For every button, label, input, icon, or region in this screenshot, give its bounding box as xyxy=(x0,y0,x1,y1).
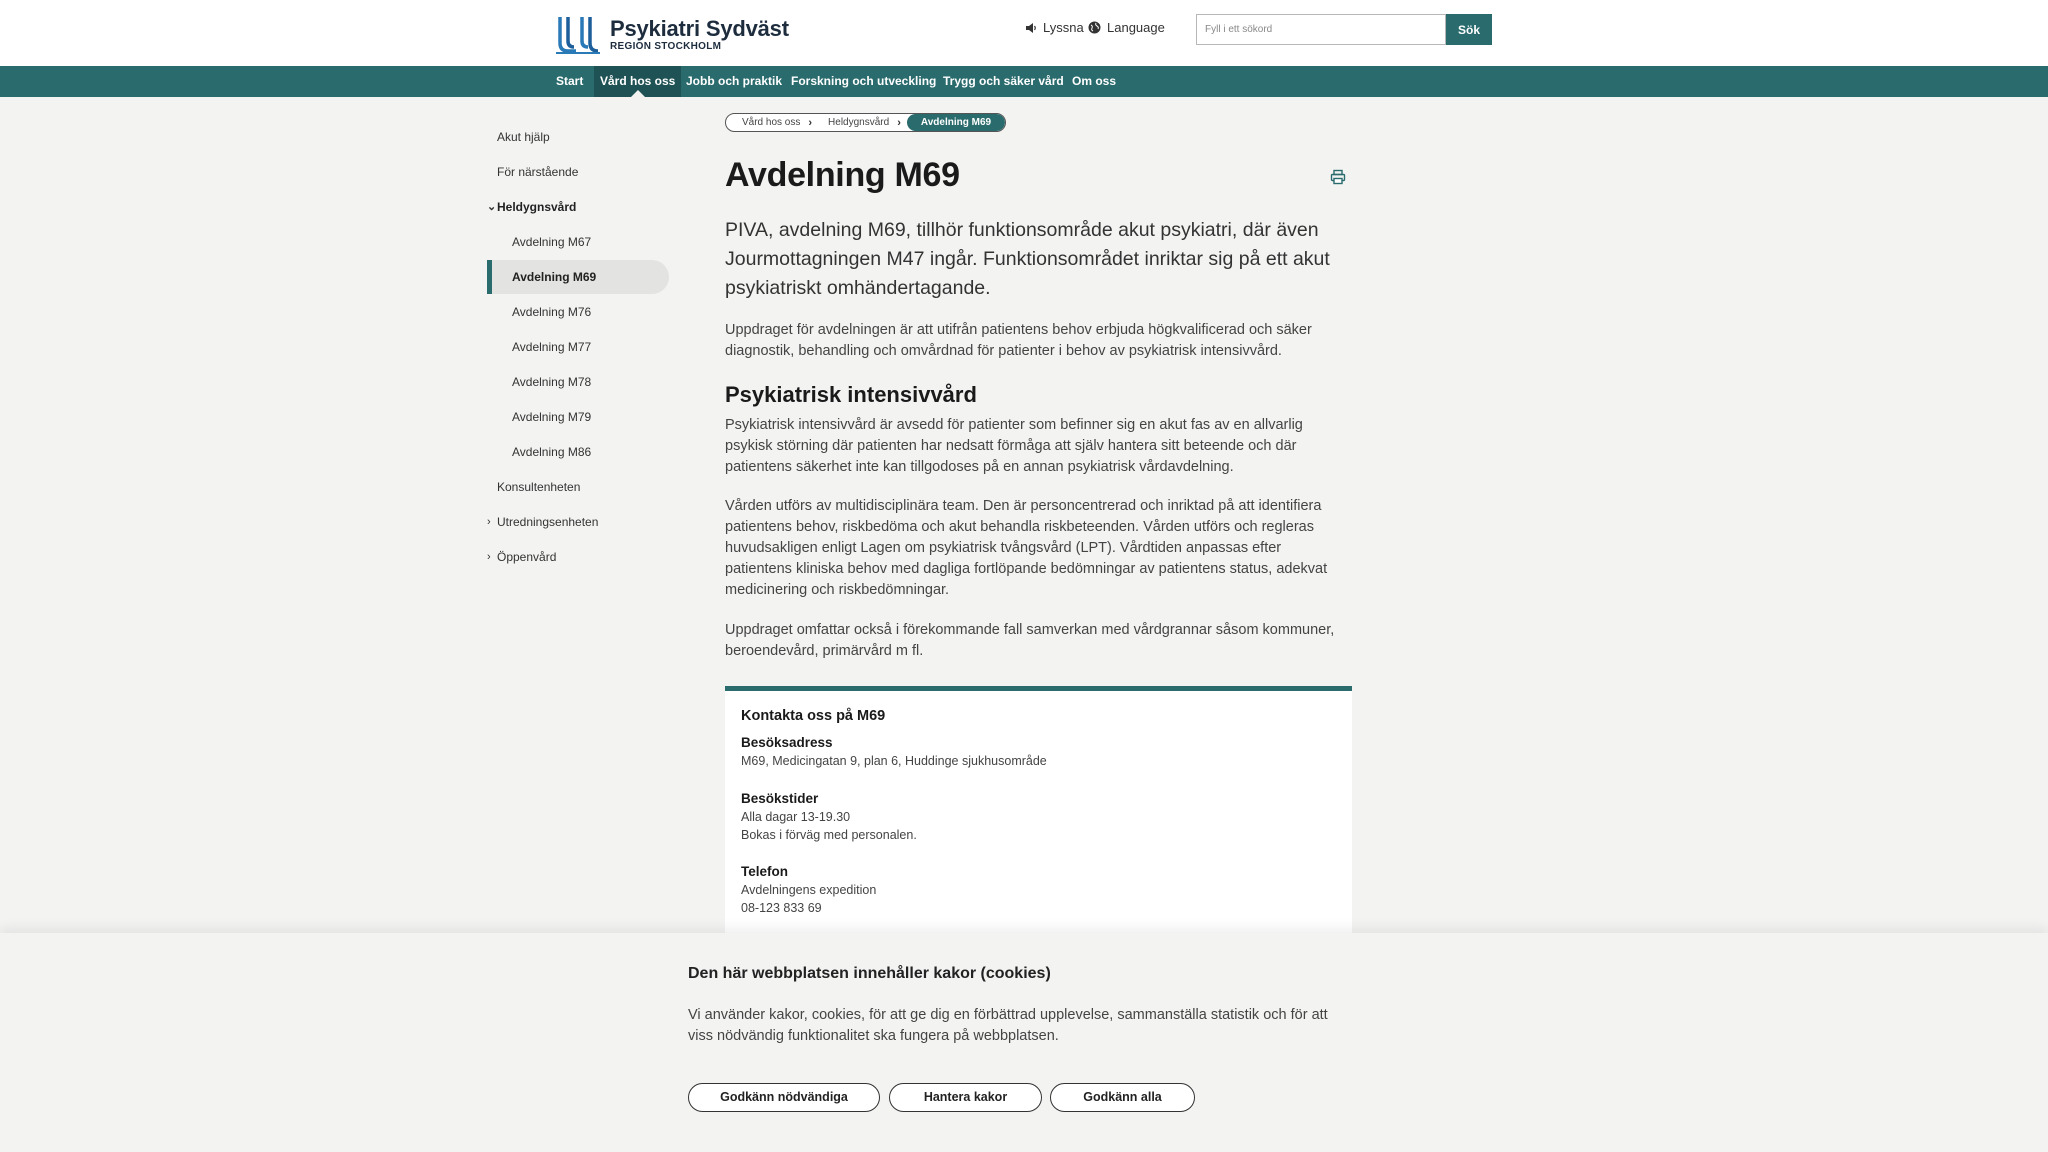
manage-cookies-button[interactable]: Hantera kakor xyxy=(889,1083,1042,1112)
visiting-hours-value: Alla dagar 13-19.30 xyxy=(741,810,851,824)
breadcrumb-item-vard-hos-oss[interactable] xyxy=(726,114,822,131)
address-value: M69, Medicingatan 9, plan 6, Huddinge sjukhusområde xyxy=(741,754,1047,768)
sidebar-item-label: Avdelning M76 xyxy=(512,305,592,319)
cookie-banner xyxy=(0,933,2048,1152)
visiting-hours-note: Bokas i förväg med personalen. xyxy=(741,828,917,842)
sidebar-item-utredningsenheten[interactable] xyxy=(487,505,669,539)
sidebar-item-label: Avdelning M67 xyxy=(512,235,592,249)
language-link[interactable] xyxy=(1088,20,1165,35)
breadcrumb-current: Avdelning M69 xyxy=(907,114,1005,131)
cookie-text: Vi använder kakor, cookies, för att ge dig en förbättrad upplevelse, sammanställa statistik och för att viss nödvändig funktionalitet ska fungera på webbplatsen. xyxy=(688,1007,1328,1044)
breadcrumb-pill xyxy=(725,113,1006,132)
speaker-icon xyxy=(1025,22,1037,34)
sidebar-item-heldygnsvard[interactable] xyxy=(487,190,669,224)
phone-description: Avdelningens expedition xyxy=(741,883,877,897)
sidebar-item-label: Utredningsenheten xyxy=(497,515,599,529)
body-paragraph: Uppdraget omfattar också i förekommande fall samverkan med vårdgrannar såsom kommuner, beroendevård, primärvård m fl. xyxy=(725,622,1335,659)
nav-item-trygg-och-saker-vard[interactable]: Trygg och säker vård xyxy=(943,74,1064,88)
sidebar-item-for-narstaende[interactable] xyxy=(487,155,669,189)
sidebar-item-label: Heldygnsvård xyxy=(497,200,577,214)
nav-item-vard-hos-oss[interactable]: Vård hos oss xyxy=(594,66,681,97)
chevron-right-icon: › xyxy=(808,116,813,129)
breadcrumb-label: Heldygnsvård xyxy=(828,117,890,128)
cookie-title: Den här webbplatsen innehåller kakor (cookies) xyxy=(688,965,1051,982)
sidebar-item-label: Öppenvård xyxy=(497,550,557,564)
nav-item-start[interactable]: Start xyxy=(556,74,584,88)
sidebar-item-label: Konsultenheten xyxy=(497,480,581,494)
sidebar-item-avdelning-m76[interactable] xyxy=(487,295,669,329)
sidebar-item-label: Akut hjälp xyxy=(497,130,550,144)
sidebar-item-akut-hjalp[interactable] xyxy=(487,120,669,154)
sidebar-item-label: Avdelning M86 xyxy=(512,445,592,459)
chevron-right-icon[interactable]: › xyxy=(487,551,491,563)
sidebar-item-avdelning-m86[interactable] xyxy=(487,435,669,469)
breadcrumb-label: Vård hos oss xyxy=(742,117,801,128)
breadcrumb xyxy=(725,113,1006,132)
sidebar-item-avdelning-m79[interactable] xyxy=(487,400,669,434)
body-paragraph: Vården utförs av multidisciplinära team. Den är personcentrerad och inriktad på att identifiera patientens behov, riskbedöma och akut behandla riskbeteenden. Vården utförs och regleras huvudsakligen enligt Lagen om psykiatrisk tvångsvård (LPT). Vårdtiden anpassas efter patientens kliniska behov med dagliga fortlöpande bedömningar av patientens status, adekvat medicinering och riskbedömningar. xyxy=(725,498,1328,598)
chevron-right-icon[interactable]: › xyxy=(487,516,491,528)
contact-title: Kontakta oss på M69 xyxy=(741,708,886,724)
sidebar-item-oppenvard[interactable] xyxy=(487,540,669,574)
search-input[interactable] xyxy=(1196,14,1446,45)
sidebar-item-label: För närstående xyxy=(497,165,579,179)
section-heading: Psykiatrisk intensivvård xyxy=(725,382,977,407)
print-icon[interactable] xyxy=(1330,169,1346,185)
site-header xyxy=(0,0,2048,66)
search-button[interactable]: Sök xyxy=(1446,14,1492,45)
language-label: Language xyxy=(1107,20,1165,35)
sidebar-item-label: Avdelning M78 xyxy=(512,375,592,389)
nav-item-forskning[interactable]: Forskning och utveckling xyxy=(791,74,937,88)
sidebar-item-label: Avdelning M77 xyxy=(512,340,592,354)
site-logo[interactable] xyxy=(554,14,789,56)
main-nav xyxy=(0,66,2048,97)
sidebar-item-label: Avdelning M69 xyxy=(512,270,597,284)
logo-title: Psykiatri Sydväst xyxy=(610,16,789,41)
accept-all-button[interactable]: Godkänn alla xyxy=(1050,1083,1195,1112)
sidebar-item-konsultenheten[interactable] xyxy=(487,470,669,504)
logo-subtitle: REGION STOCKHOLM xyxy=(610,41,722,52)
phone-number[interactable]: 08-123 833 69 xyxy=(741,901,822,915)
listen-link[interactable] xyxy=(1025,20,1084,35)
body-paragraph: Uppdraget för avdelningen är att utifrån patientens behov erbjuda högkvalificerad och säker diagnostik, behandling och omvårdnad för patienter i behov av psykiatrisk intensivvård. xyxy=(725,322,1312,359)
sidebar-item-avdelning-m69[interactable] xyxy=(487,260,669,294)
sidebar-item-label: Avdelning M79 xyxy=(512,410,592,424)
contact-box xyxy=(725,686,1352,946)
nav-item-jobb-och-praktik[interactable]: Jobb och praktik xyxy=(686,74,783,88)
logo-mark xyxy=(554,15,602,55)
listen-label: Lyssna xyxy=(1043,20,1084,35)
body-paragraph: Psykiatrisk intensivvård är avsedd för patienter som befinner sig en akut fas av en allvarlig psykisk störning där patienten har nedsatt förmåga att själv hantera sitt beteende och där patientens säkerhet inte kan tillgodoses på en annan psykiatrisk vårdavdelning. xyxy=(725,417,1303,475)
breadcrumb-item-heldygnsvard[interactable] xyxy=(822,114,911,131)
sidebar-item-avdelning-m78[interactable] xyxy=(487,365,669,399)
chevron-right-icon: › xyxy=(897,116,901,129)
chevron-down-icon[interactable]: ⌄ xyxy=(487,201,497,213)
visiting-hours-label: Besökstider xyxy=(741,791,819,806)
sidebar-item-avdelning-m67[interactable] xyxy=(487,225,669,259)
nav-item-om-oss[interactable]: Om oss xyxy=(1072,74,1117,88)
accept-necessary-button[interactable]: Godkänn nödvändiga xyxy=(688,1083,880,1112)
lead-paragraph: PIVA, avdelning M69, tillhör funktionsområde akut psykiatri, där även Jourmottagningen M47 ingår. Funktionsområdet inriktar sig på ett akut psykiatriskt omhändertagande. xyxy=(725,219,1330,299)
page-title: Avdelning M69 xyxy=(725,156,960,194)
address-label: Besöksadress xyxy=(741,735,833,750)
sidebar-item-avdelning-m77[interactable] xyxy=(487,330,669,364)
globe-icon xyxy=(1088,21,1101,34)
phone-label: Telefon xyxy=(741,864,788,879)
